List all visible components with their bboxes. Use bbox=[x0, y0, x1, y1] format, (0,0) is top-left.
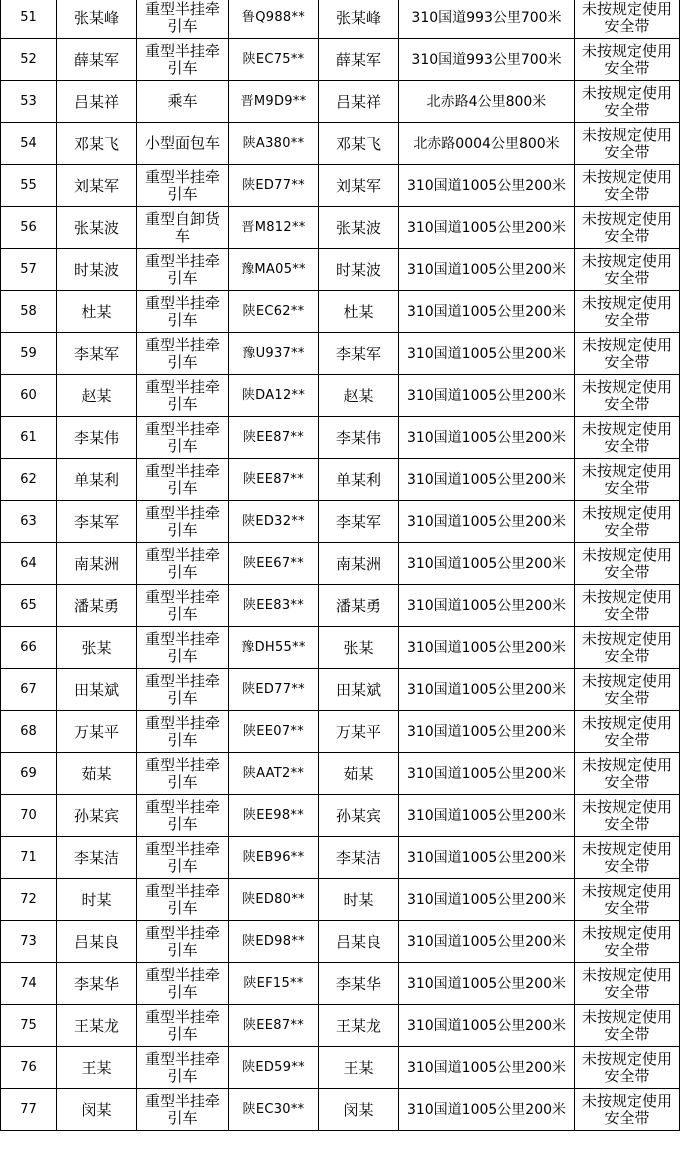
row-number: 66 bbox=[1, 627, 57, 669]
person-name: 南某洲 bbox=[57, 543, 137, 585]
row-number: 55 bbox=[1, 165, 57, 207]
person-name: 吕某良 bbox=[57, 921, 137, 963]
table-row bbox=[1, 249, 680, 291]
violation-location: 310国道1005公里200米 bbox=[399, 837, 575, 879]
plate-number: 陕EE67** bbox=[229, 543, 319, 585]
table-row bbox=[1, 1047, 680, 1089]
row-number: 72 bbox=[1, 879, 57, 921]
violation-location: 310国道1005公里200米 bbox=[399, 207, 575, 249]
violation-behavior: 未按规定使用安全带 bbox=[575, 417, 680, 459]
violation-location: 310国道1005公里200米 bbox=[399, 291, 575, 333]
person-name: 吕某祥 bbox=[57, 81, 137, 123]
row-number: 63 bbox=[1, 501, 57, 543]
person-name: 李某伟 bbox=[57, 417, 137, 459]
person-name: 李某洁 bbox=[57, 837, 137, 879]
row-number: 59 bbox=[1, 333, 57, 375]
vehicle-type: 小型面包车 bbox=[137, 123, 229, 165]
table-row bbox=[1, 165, 680, 207]
person-name: 李某军 bbox=[57, 501, 137, 543]
table-row bbox=[1, 1005, 680, 1047]
row-number: 53 bbox=[1, 81, 57, 123]
person-name: 邓某飞 bbox=[57, 123, 137, 165]
driver-name: 李某伟 bbox=[319, 417, 399, 459]
violation-behavior: 未按规定使用安全带 bbox=[575, 669, 680, 711]
plate-number: 陕EC30** bbox=[229, 1089, 319, 1131]
table-row bbox=[1, 417, 680, 459]
violation-location: 310国道1005公里200米 bbox=[399, 711, 575, 753]
plate-number: 陕ED98** bbox=[229, 921, 319, 963]
driver-name: 李某军 bbox=[319, 333, 399, 375]
plate-number: 陕AAT2** bbox=[229, 753, 319, 795]
person-name: 杜某 bbox=[57, 291, 137, 333]
person-name: 单某利 bbox=[57, 459, 137, 501]
driver-name: 闵某 bbox=[319, 1089, 399, 1131]
plate-number: 陕ED77** bbox=[229, 165, 319, 207]
violation-location: 310国道1005公里200米 bbox=[399, 669, 575, 711]
row-number: 57 bbox=[1, 249, 57, 291]
table-row bbox=[1, 501, 680, 543]
driver-name: 杜某 bbox=[319, 291, 399, 333]
row-number: 61 bbox=[1, 417, 57, 459]
plate-number: 陕EE07** bbox=[229, 711, 319, 753]
table-row bbox=[1, 81, 680, 123]
person-name: 张某 bbox=[57, 627, 137, 669]
violation-location: 北赤路4公里800米 bbox=[399, 81, 575, 123]
driver-name: 赵某 bbox=[319, 375, 399, 417]
violation-behavior: 未按规定使用安全带 bbox=[575, 291, 680, 333]
driver-name: 时某波 bbox=[319, 249, 399, 291]
driver-name: 张某峰 bbox=[319, 0, 399, 39]
row-number: 76 bbox=[1, 1047, 57, 1089]
row-number: 64 bbox=[1, 543, 57, 585]
vehicle-type: 重型半挂牵引车 bbox=[137, 375, 229, 417]
plate-number: 豫DH55** bbox=[229, 627, 319, 669]
violation-location: 310国道1005公里200米 bbox=[399, 249, 575, 291]
plate-number: 豫MA05** bbox=[229, 249, 319, 291]
plate-number: 陕EF15** bbox=[229, 963, 319, 1005]
violation-behavior: 未按规定使用安全带 bbox=[575, 543, 680, 585]
plate-number: 豫U937** bbox=[229, 333, 319, 375]
row-number: 58 bbox=[1, 291, 57, 333]
row-number: 68 bbox=[1, 711, 57, 753]
violation-table-body bbox=[1, 0, 680, 1131]
table-row bbox=[1, 711, 680, 753]
table-row bbox=[1, 1089, 680, 1131]
violation-behavior: 未按规定使用安全带 bbox=[575, 1047, 680, 1089]
plate-number: 陕A380** bbox=[229, 123, 319, 165]
violation-location: 310国道1005公里200米 bbox=[399, 1047, 575, 1089]
row-number: 74 bbox=[1, 963, 57, 1005]
violation-behavior: 未按规定使用安全带 bbox=[575, 459, 680, 501]
driver-name: 刘某军 bbox=[319, 165, 399, 207]
person-name: 孙某宾 bbox=[57, 795, 137, 837]
violation-behavior: 未按规定使用安全带 bbox=[575, 753, 680, 795]
driver-name: 张某波 bbox=[319, 207, 399, 249]
plate-number: 陕ED59** bbox=[229, 1047, 319, 1089]
row-number: 52 bbox=[1, 39, 57, 81]
driver-name: 王某龙 bbox=[319, 1005, 399, 1047]
row-number: 69 bbox=[1, 753, 57, 795]
person-name: 田某斌 bbox=[57, 669, 137, 711]
table-row bbox=[1, 123, 680, 165]
vehicle-type: 重型半挂牵引车 bbox=[137, 753, 229, 795]
person-name: 李某军 bbox=[57, 333, 137, 375]
violation-location: 北赤路0004公里800米 bbox=[399, 123, 575, 165]
row-number: 77 bbox=[1, 1089, 57, 1131]
person-name: 闵某 bbox=[57, 1089, 137, 1131]
vehicle-type: 乘车 bbox=[137, 81, 229, 123]
driver-name: 张某 bbox=[319, 627, 399, 669]
table-row bbox=[1, 39, 680, 81]
violation-behavior: 未按规定使用安全带 bbox=[575, 1089, 680, 1131]
person-name: 时某波 bbox=[57, 249, 137, 291]
driver-name: 王某 bbox=[319, 1047, 399, 1089]
person-name: 时某 bbox=[57, 879, 137, 921]
row-number: 70 bbox=[1, 795, 57, 837]
violation-location: 310国道1005公里200米 bbox=[399, 627, 575, 669]
vehicle-type: 重型半挂牵引车 bbox=[137, 249, 229, 291]
table-row bbox=[1, 291, 680, 333]
table-row bbox=[1, 333, 680, 375]
plate-number: 陕EE87** bbox=[229, 1005, 319, 1047]
violation-behavior: 未按规定使用安全带 bbox=[575, 207, 680, 249]
plate-number: 陕EE83** bbox=[229, 585, 319, 627]
table-row bbox=[1, 837, 680, 879]
violation-behavior: 未按规定使用安全带 bbox=[575, 123, 680, 165]
vehicle-type: 重型半挂牵引车 bbox=[137, 1089, 229, 1131]
vehicle-type: 重型半挂牵引车 bbox=[137, 669, 229, 711]
plate-number: 陕EE87** bbox=[229, 417, 319, 459]
violation-behavior: 未按规定使用安全带 bbox=[575, 627, 680, 669]
table-row bbox=[1, 375, 680, 417]
person-name: 刘某军 bbox=[57, 165, 137, 207]
vehicle-type: 重型半挂牵引车 bbox=[137, 963, 229, 1005]
vehicle-type: 重型半挂牵引车 bbox=[137, 459, 229, 501]
table-row bbox=[1, 627, 680, 669]
table-row bbox=[1, 0, 680, 39]
violation-behavior: 未按规定使用安全带 bbox=[575, 879, 680, 921]
table-row bbox=[1, 207, 680, 249]
violation-behavior: 未按规定使用安全带 bbox=[575, 585, 680, 627]
violation-behavior: 未按规定使用安全带 bbox=[575, 81, 680, 123]
violation-behavior: 未按规定使用安全带 bbox=[575, 711, 680, 753]
vehicle-type: 重型半挂牵引车 bbox=[137, 1005, 229, 1047]
violation-location: 310国道1005公里200米 bbox=[399, 879, 575, 921]
violation-location: 310国道1005公里200米 bbox=[399, 1005, 575, 1047]
row-number: 65 bbox=[1, 585, 57, 627]
table-row bbox=[1, 585, 680, 627]
vehicle-type: 重型半挂牵引车 bbox=[137, 291, 229, 333]
vehicle-type: 重型半挂牵引车 bbox=[137, 333, 229, 375]
driver-name: 茹某 bbox=[319, 753, 399, 795]
driver-name: 李某军 bbox=[319, 501, 399, 543]
violation-location: 310国道1005公里200米 bbox=[399, 753, 575, 795]
vehicle-type: 重型自卸货车 bbox=[137, 207, 229, 249]
table-row bbox=[1, 963, 680, 1005]
violation-behavior: 未按规定使用安全带 bbox=[575, 333, 680, 375]
violation-behavior: 未按规定使用安全带 bbox=[575, 1005, 680, 1047]
violation-behavior: 未按规定使用安全带 bbox=[575, 795, 680, 837]
driver-name: 田某斌 bbox=[319, 669, 399, 711]
vehicle-type: 重型半挂牵引车 bbox=[137, 1047, 229, 1089]
table-row bbox=[1, 753, 680, 795]
row-number: 51 bbox=[1, 0, 57, 39]
person-name: 薛某军 bbox=[57, 39, 137, 81]
person-name: 潘某勇 bbox=[57, 585, 137, 627]
violation-location: 310国道1005公里200米 bbox=[399, 333, 575, 375]
violation-location: 310国道1005公里200米 bbox=[399, 417, 575, 459]
row-number: 75 bbox=[1, 1005, 57, 1047]
violation-location: 310国道1005公里200米 bbox=[399, 459, 575, 501]
vehicle-type: 重型半挂牵引车 bbox=[137, 837, 229, 879]
person-name: 王某 bbox=[57, 1047, 137, 1089]
plate-number: 陕EB96** bbox=[229, 837, 319, 879]
person-name: 张某峰 bbox=[57, 0, 137, 39]
person-name: 李某华 bbox=[57, 963, 137, 1005]
violation-location: 310国道1005公里200米 bbox=[399, 795, 575, 837]
row-number: 54 bbox=[1, 123, 57, 165]
driver-name: 单某利 bbox=[319, 459, 399, 501]
violation-location: 310国道993公里700米 bbox=[399, 39, 575, 81]
violation-behavior: 未按规定使用安全带 bbox=[575, 249, 680, 291]
table-row bbox=[1, 795, 680, 837]
plate-number: 晋M9D9** bbox=[229, 81, 319, 123]
violation-behavior: 未按规定使用安全带 bbox=[575, 963, 680, 1005]
row-number: 67 bbox=[1, 669, 57, 711]
row-number: 62 bbox=[1, 459, 57, 501]
driver-name: 南某洲 bbox=[319, 543, 399, 585]
vehicle-type: 重型半挂牵引车 bbox=[137, 795, 229, 837]
violation-behavior: 未按规定使用安全带 bbox=[575, 39, 680, 81]
violation-location: 310国道993公里700米 bbox=[399, 0, 575, 39]
vehicle-type: 重型半挂牵引车 bbox=[137, 501, 229, 543]
plate-number: 鲁Q988** bbox=[229, 0, 319, 39]
violation-location: 310国道1005公里200米 bbox=[399, 165, 575, 207]
violation-behavior: 未按规定使用安全带 bbox=[575, 837, 680, 879]
violation-behavior: 未按规定使用安全带 bbox=[575, 501, 680, 543]
violation-location: 310国道1005公里200米 bbox=[399, 501, 575, 543]
plate-number: 陕ED77** bbox=[229, 669, 319, 711]
violation-behavior: 未按规定使用安全带 bbox=[575, 375, 680, 417]
driver-name: 潘某勇 bbox=[319, 585, 399, 627]
driver-name: 万某平 bbox=[319, 711, 399, 753]
plate-number: 陕EC62** bbox=[229, 291, 319, 333]
driver-name: 吕某祥 bbox=[319, 81, 399, 123]
violation-location: 310国道1005公里200米 bbox=[399, 543, 575, 585]
row-number: 60 bbox=[1, 375, 57, 417]
person-name: 王某龙 bbox=[57, 1005, 137, 1047]
plate-number: 陕ED80** bbox=[229, 879, 319, 921]
driver-name: 孙某宾 bbox=[319, 795, 399, 837]
row-number: 56 bbox=[1, 207, 57, 249]
plate-number: 陕EE98** bbox=[229, 795, 319, 837]
violation-behavior: 未按规定使用安全带 bbox=[575, 0, 680, 39]
violation-location: 310国道1005公里200米 bbox=[399, 1089, 575, 1131]
violation-behavior: 未按规定使用安全带 bbox=[575, 165, 680, 207]
driver-name: 吕某良 bbox=[319, 921, 399, 963]
vehicle-type: 重型半挂牵引车 bbox=[137, 417, 229, 459]
vehicle-type: 重型半挂牵引车 bbox=[137, 627, 229, 669]
vehicle-type: 重型半挂牵引车 bbox=[137, 921, 229, 963]
driver-name: 薛某军 bbox=[319, 39, 399, 81]
person-name: 茹某 bbox=[57, 753, 137, 795]
plate-number: 陕ED32** bbox=[229, 501, 319, 543]
table-row bbox=[1, 543, 680, 585]
table-row bbox=[1, 669, 680, 711]
table-row bbox=[1, 459, 680, 501]
violation-behavior: 未按规定使用安全带 bbox=[575, 921, 680, 963]
table-row bbox=[1, 879, 680, 921]
plate-number: 陕DA12** bbox=[229, 375, 319, 417]
vehicle-type: 重型半挂牵引车 bbox=[137, 879, 229, 921]
driver-name: 李某华 bbox=[319, 963, 399, 1005]
plate-number: 陕EC75** bbox=[229, 39, 319, 81]
violation-location: 310国道1005公里200米 bbox=[399, 921, 575, 963]
violation-location: 310国道1005公里200米 bbox=[399, 585, 575, 627]
person-name: 赵某 bbox=[57, 375, 137, 417]
vehicle-type: 重型半挂牵引车 bbox=[137, 585, 229, 627]
violation-location: 310国道1005公里200米 bbox=[399, 375, 575, 417]
driver-name: 李某洁 bbox=[319, 837, 399, 879]
row-number: 73 bbox=[1, 921, 57, 963]
vehicle-type: 重型半挂牵引车 bbox=[137, 711, 229, 753]
vehicle-type: 重型半挂牵引车 bbox=[137, 543, 229, 585]
driver-name: 邓某飞 bbox=[319, 123, 399, 165]
table-row bbox=[1, 921, 680, 963]
vehicle-type: 重型半挂牵引车 bbox=[137, 39, 229, 81]
vehicle-type: 重型半挂牵引车 bbox=[137, 0, 229, 39]
plate-number: 陕EE87** bbox=[229, 459, 319, 501]
person-name: 张某波 bbox=[57, 207, 137, 249]
driver-name: 时某 bbox=[319, 879, 399, 921]
plate-number: 晋M812** bbox=[229, 207, 319, 249]
vehicle-type: 重型半挂牵引车 bbox=[137, 165, 229, 207]
person-name: 万某平 bbox=[57, 711, 137, 753]
violation-location: 310国道1005公里200米 bbox=[399, 963, 575, 1005]
row-number: 71 bbox=[1, 837, 57, 879]
